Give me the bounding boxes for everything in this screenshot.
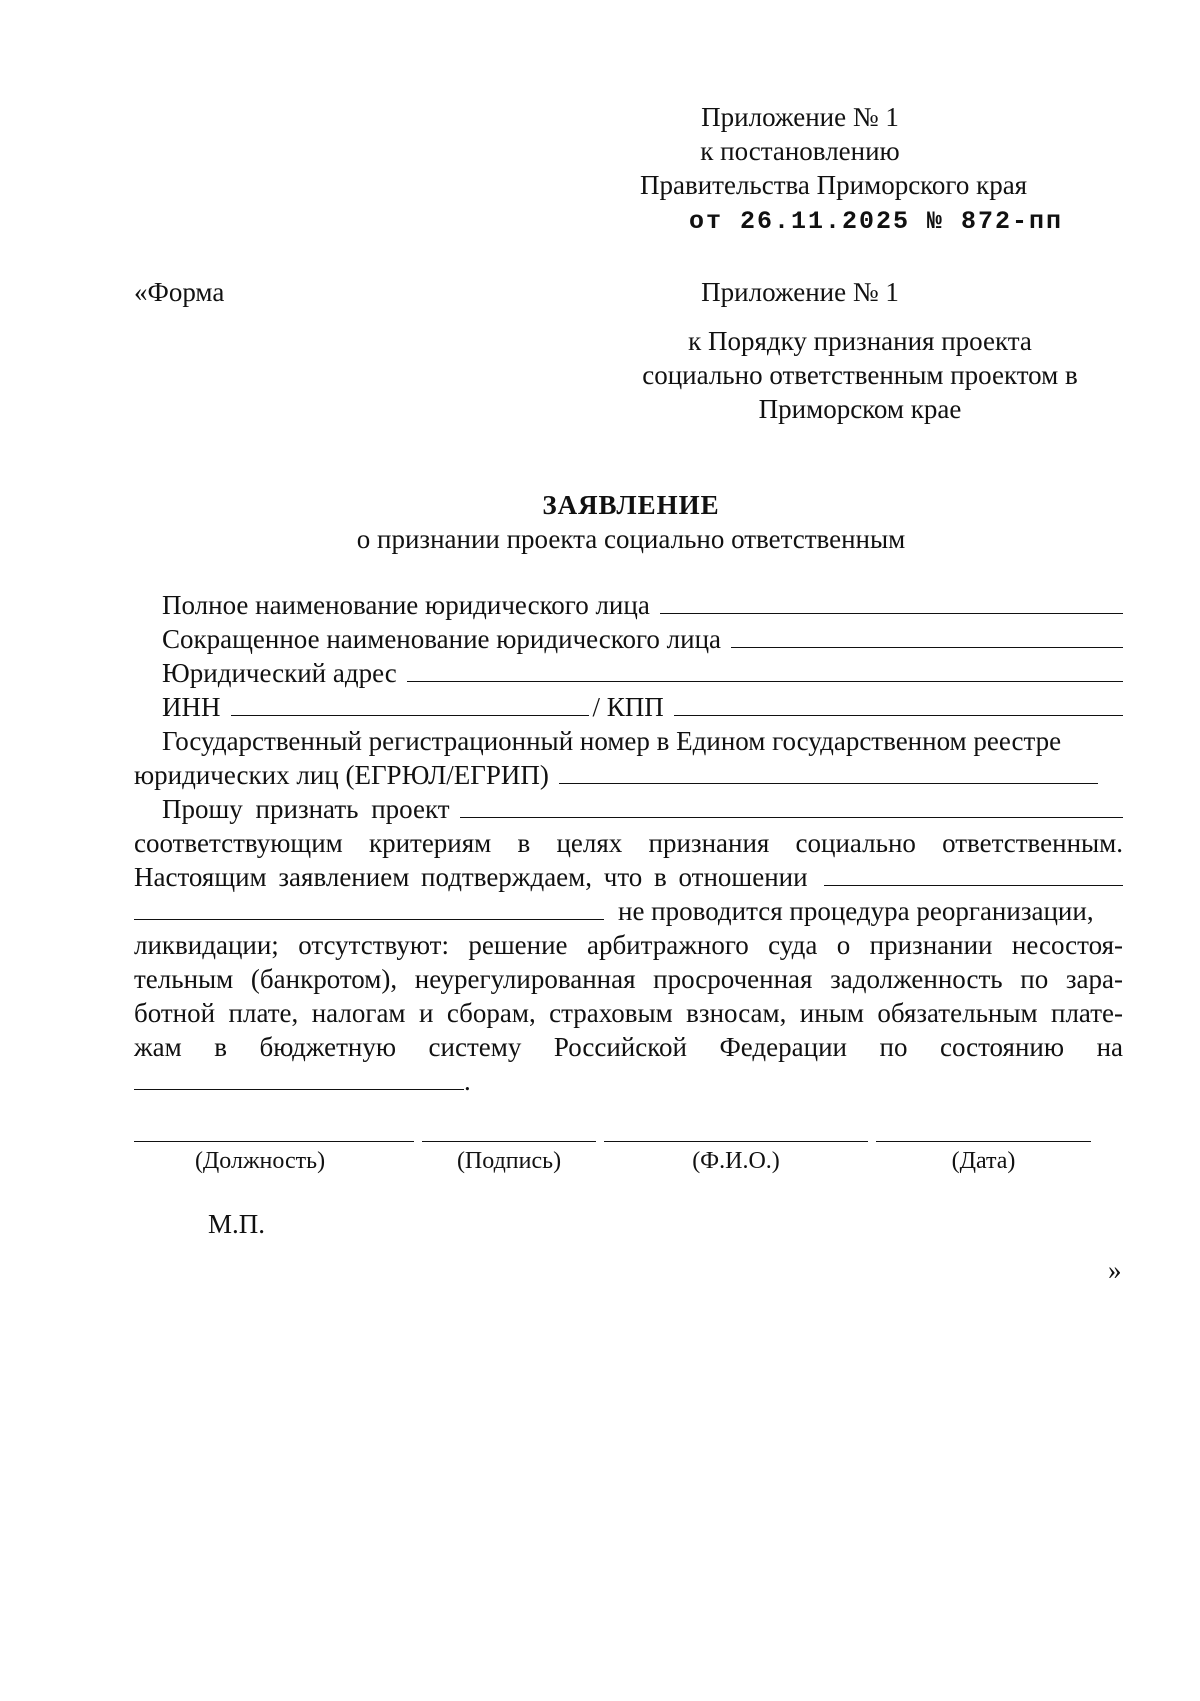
reorg-line: [134, 894, 1123, 928]
appendix-resolution: к постановлению: [700, 136, 900, 166]
inner-appendix-line3: Приморском крае: [758, 394, 962, 424]
field-short-name: [134, 622, 1123, 656]
appendix-government: Правительства Приморского края: [640, 170, 1028, 200]
field-inn-kpp: [134, 690, 1123, 724]
closing-quote: »: [1108, 1255, 1122, 1285]
body-line-budget: жам в бюджетную систему Российской Федерации по состоянию на: [134, 1032, 1123, 1062]
signature-date-caption: (Дата): [951, 1148, 1016, 1174]
date-sign-line[interactable]: [876, 1141, 1091, 1142]
signature-position-caption: (Должность): [194, 1148, 326, 1174]
request-label: Прошу признать проект: [162, 794, 450, 824]
project-name-blank[interactable]: [460, 793, 1123, 818]
appendix-title: Приложение № 1: [701, 102, 899, 132]
field-legal-address: [134, 656, 1123, 690]
field-reg-number-blank[interactable]: [559, 759, 1098, 784]
field-full-name-label: Полное наименование юридического лица: [162, 590, 650, 620]
document-subtitle: о признании проекта социально ответственным: [356, 524, 906, 554]
signature-sign-caption: (Подпись): [456, 1148, 562, 1174]
reorg-label: не проводится процедура реорганизации,: [618, 896, 1094, 926]
field-reg-number-label-2: юридических лиц (ЕГРЮЛ/ЕГРИП): [134, 760, 549, 790]
date-period: .: [464, 1066, 471, 1096]
body-line-liquidation: ликвидации; отсутствуют: решение арбитражного суда о признании несостоя-: [134, 930, 1123, 960]
field-reg-number-line1: [134, 724, 1123, 758]
request-line: [134, 792, 1123, 826]
confirm-line: [134, 860, 1123, 894]
inner-appendix-title: Приложение № 1: [701, 277, 899, 307]
confirm-label: Настоящим заявлением подтверждаем, что в отношении: [134, 862, 808, 892]
date-line: [134, 1064, 1123, 1098]
inner-appendix-line1: к Порядку признания проекта: [688, 326, 1032, 356]
body-line-criteria: соответствующим критериям в целях признания социально ответственным.: [134, 828, 1123, 858]
field-legal-address-label: Юридический адрес: [162, 658, 397, 688]
confirm-entity-blank-2[interactable]: [134, 895, 604, 920]
field-kpp-blank[interactable]: [674, 691, 1123, 716]
position-line[interactable]: [134, 1141, 414, 1142]
resolution-date-number: от 26.11.2025 № 872-пп: [689, 207, 1064, 236]
stamp-label: М.П.: [208, 1209, 266, 1239]
field-legal-address-blank[interactable]: [407, 657, 1123, 682]
body-line-bankruptcy: тельным (банкротом), неурегулированная просроченная задолженность по зара-: [134, 964, 1123, 994]
confirm-entity-blank[interactable]: [824, 861, 1123, 886]
form-label: «Форма: [134, 277, 225, 307]
document-title: ЗАЯВЛЕНИЕ: [542, 490, 720, 520]
fio-line[interactable]: [604, 1141, 868, 1142]
body-line-salary: ботной плате, налогам и сборам, страховым взносам, иным обязательным плате-: [134, 998, 1123, 1028]
field-short-name-blank[interactable]: [731, 623, 1123, 648]
state-date-blank[interactable]: [134, 1065, 464, 1090]
field-reg-number-line2: [134, 758, 1098, 792]
signature-line[interactable]: [422, 1141, 596, 1142]
field-reg-number-label-1: Государственный регистрационный номер в Едином государственном реестре: [162, 726, 1062, 756]
field-inn-blank[interactable]: [231, 691, 589, 716]
field-full-name: [134, 588, 1123, 622]
field-short-name-label: Сокращенное наименование юридического лица: [162, 624, 722, 654]
field-full-name-blank[interactable]: [660, 589, 1123, 614]
field-kpp-label: / КПП: [592, 692, 664, 722]
inner-appendix-line2: социально ответственным проектом в: [642, 360, 1078, 390]
signature-fio-caption: (Ф.И.О.): [692, 1148, 780, 1174]
field-inn-label: ИНН: [162, 692, 221, 722]
